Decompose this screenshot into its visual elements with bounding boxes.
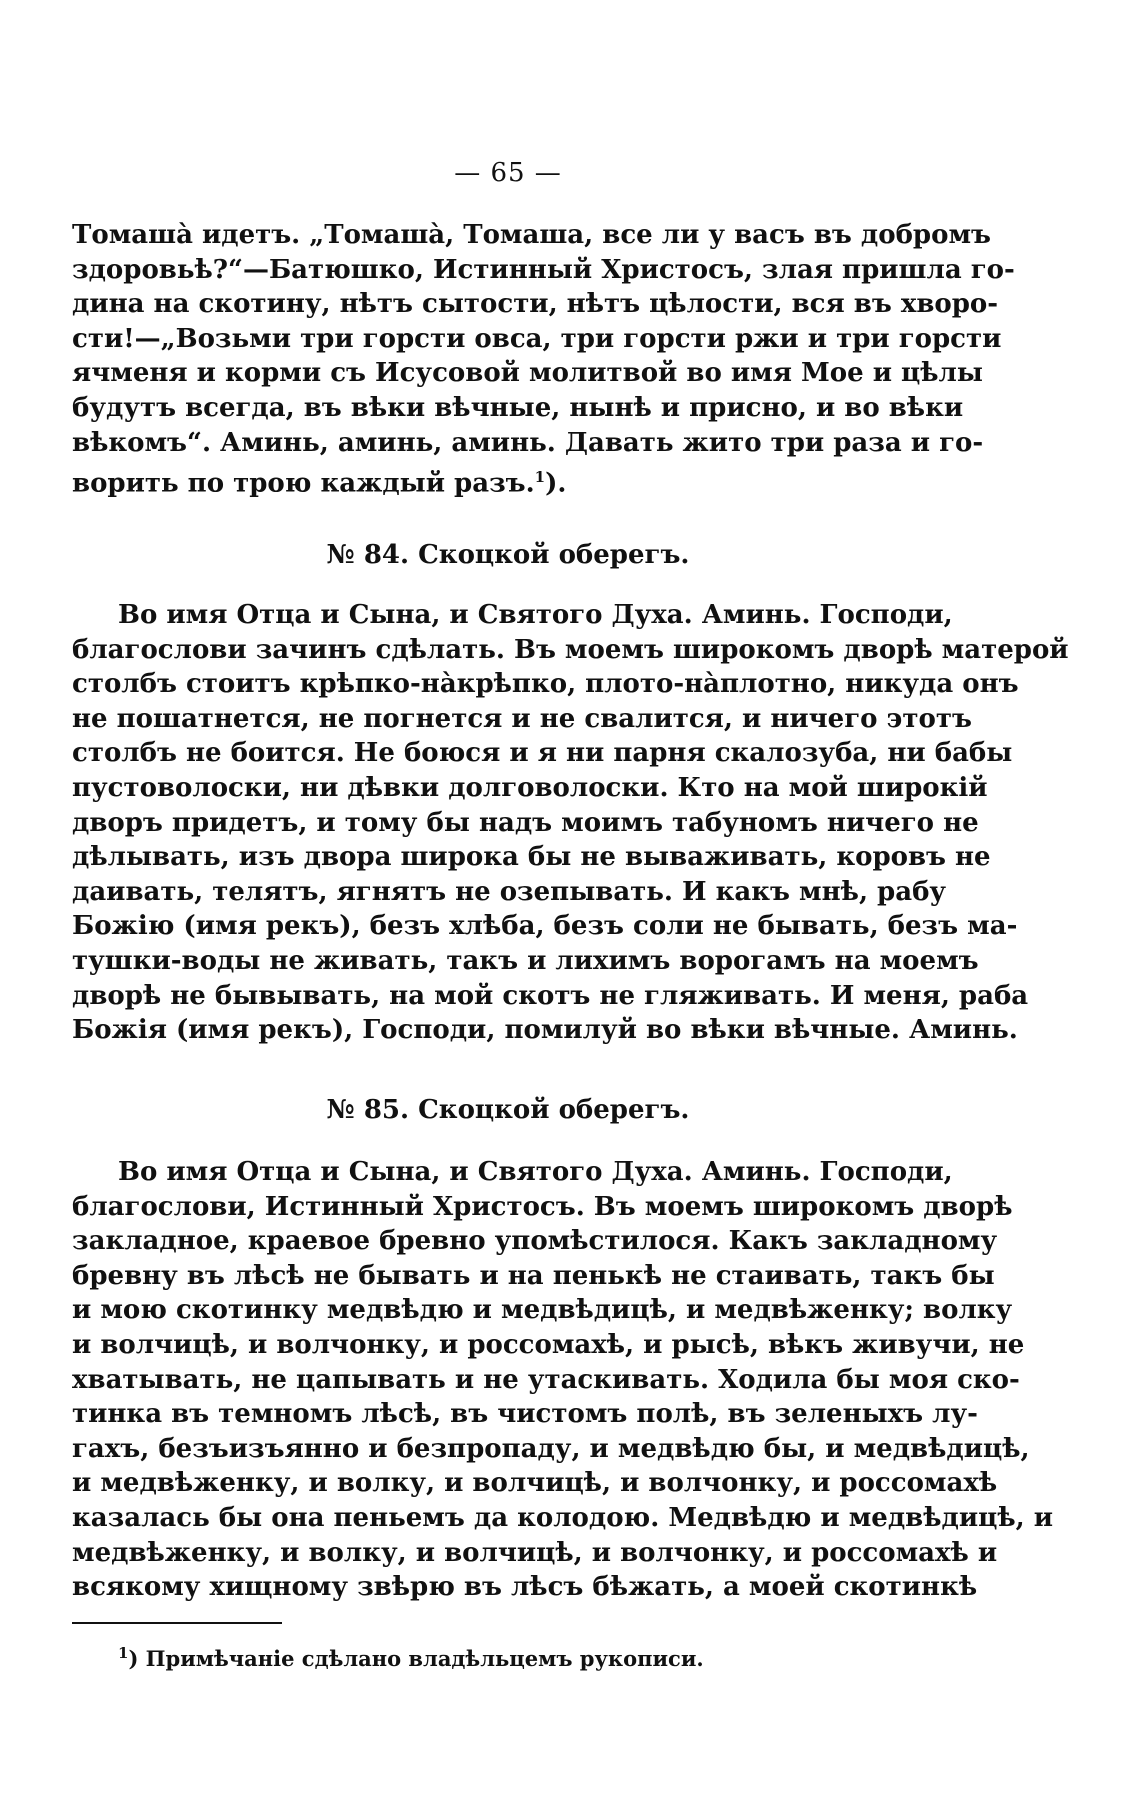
footnote-text: ) Примѣчаніе сдѣлано владѣльцемъ рукописи.: [128, 1646, 704, 1671]
text-line: будутъ всегда, въ вѣки вѣчные, нынѣ и присно, и во вѣки: [72, 392, 964, 423]
text-line: сти!—„Возьми три горсти овса, три горсти ржи и три горсти: [72, 323, 1002, 354]
last-line-text: ворить по трою каждый разъ.: [72, 468, 535, 499]
text-line: и медвѣженку, и волку, и волчицѣ, и волчонку, и россомахѣ: [72, 1468, 998, 1499]
text-line: хватывать, не цапывать и не утаскивать. Ходила бы моя ско-: [72, 1364, 1020, 1395]
continued-text: [72, 218, 1015, 499]
text-line: тушки-воды не живать, такъ и лихимъ ворогамъ на моемъ: [72, 945, 979, 976]
footnote-reference: 1: [534, 468, 546, 487]
text-line: тинка въ темномъ лѣсѣ, въ чистомъ полѣ, въ зеленыхъ лу-: [72, 1399, 978, 1430]
section-heading-85: № 85. Скоцкой оберегъ.: [326, 1095, 690, 1125]
text-line: пустоволоски, ни дѣвки долговолоски. Кто на мой широкій: [72, 772, 988, 803]
text-line: Во имя Отца и Сына, и Святого Духа. Аминь. Господи,: [118, 1157, 953, 1187]
text-line: не пошатнется, не погнется и не свалится, и ничего этотъ: [72, 703, 972, 734]
text-line: всякому хищному звѣрю въ лѣсъ бѣжать, а моей скотинкѣ: [72, 1572, 978, 1603]
text-line: медвѣженку, и волку, и волчицѣ, и волчонку, и россомахѣ и: [72, 1537, 998, 1568]
footnote-marker: 1: [118, 1644, 129, 1662]
section-heading-84: № 84. Скоцкой оберегъ.: [326, 540, 690, 570]
text-line: Во имя Отца и Сына, и Святого Духа. Аминь. Господи,: [118, 600, 953, 630]
text-line: Божія (имя рекъ), Господи, помилуй во вѣки вѣчные. Аминь.: [72, 1015, 1018, 1046]
text-line: дѣлывать, изъ двора широка бы не вываживать, коровъ не: [72, 842, 991, 873]
footnote-divider: [72, 1622, 282, 1624]
text-line: и мою скотинку медвѣдю и медвѣдицѣ, и медвѣженку; волку: [72, 1295, 1013, 1326]
text-line: закладное, краевое бревно упомѣстилося. Какъ закладному: [72, 1226, 998, 1257]
text-line: благослови зачинъ сдѣлать. Въ моемъ широкомъ дворѣ матерой: [72, 634, 1069, 665]
section-body-84: [72, 598, 1069, 1048]
text-line: благослови, Истинный Христосъ. Въ моемъ широкомъ дворѣ: [72, 1191, 1013, 1222]
text-line: здоровьѣ?“—Батюшко, Истинный Христосъ, злая пришла го-: [72, 254, 1015, 285]
text-line: и волчицѣ, и волчонку, и россомахѣ, и рысѣ, вѣкъ живучи, не: [72, 1329, 1025, 1360]
page-number: — 65 —: [454, 158, 562, 188]
text-line: вѣкомъ“. Аминь, аминь, аминь. Давать жито три раза и го-: [72, 427, 984, 458]
text-line: бревну въ лѣсѣ не бывать и на пенькѣ не стаивать, такъ бы: [72, 1260, 995, 1291]
footnote: [118, 1644, 704, 1671]
text-line: дворъ придетъ, и тому бы надъ моимъ табуномъ ничего не: [72, 807, 979, 838]
text-line: ячменя и корми съ Исусовой молитвой во имя Мое и цѣлы: [72, 358, 983, 389]
text-line: дина на скотину, нѣтъ сытости, нѣтъ цѣлости, вся въ хворо-: [72, 289, 999, 320]
last-line-end: ).: [545, 468, 567, 499]
text-line: столбъ стоитъ крѣпко-нàкрѣпко, плото-нàплотно, никуда онъ: [72, 669, 1019, 700]
text-line: дворѣ не бывывать, на мой скотъ не гляживать. И меня, раба: [72, 980, 1029, 1011]
text-line: казалась бы она пеньемъ да колодою. Медвѣдю и медвѣдицѣ, и: [72, 1502, 1053, 1533]
text-line: столбъ не боится. Не боюся и я ни парня скалозуба, ни бабы: [72, 738, 1013, 769]
section-body-85: [72, 1155, 1053, 1605]
text-line: Божію (имя рекъ), безъ хлѣба, безъ соли не бывать, безъ ма-: [72, 911, 1018, 942]
text-line: гахъ, безъизъянно и безпропаду, и медвѣдю бы, и медвѣдицѣ,: [72, 1433, 1030, 1464]
text-line: даивать, телятъ, ягнятъ не озепывать. И какъ мнѣ, рабу: [72, 876, 947, 907]
text-line: Томашà идетъ. „Томашà, Томаша, все ли у васъ въ добромъ: [72, 220, 991, 250]
text-line-last: [72, 460, 944, 499]
